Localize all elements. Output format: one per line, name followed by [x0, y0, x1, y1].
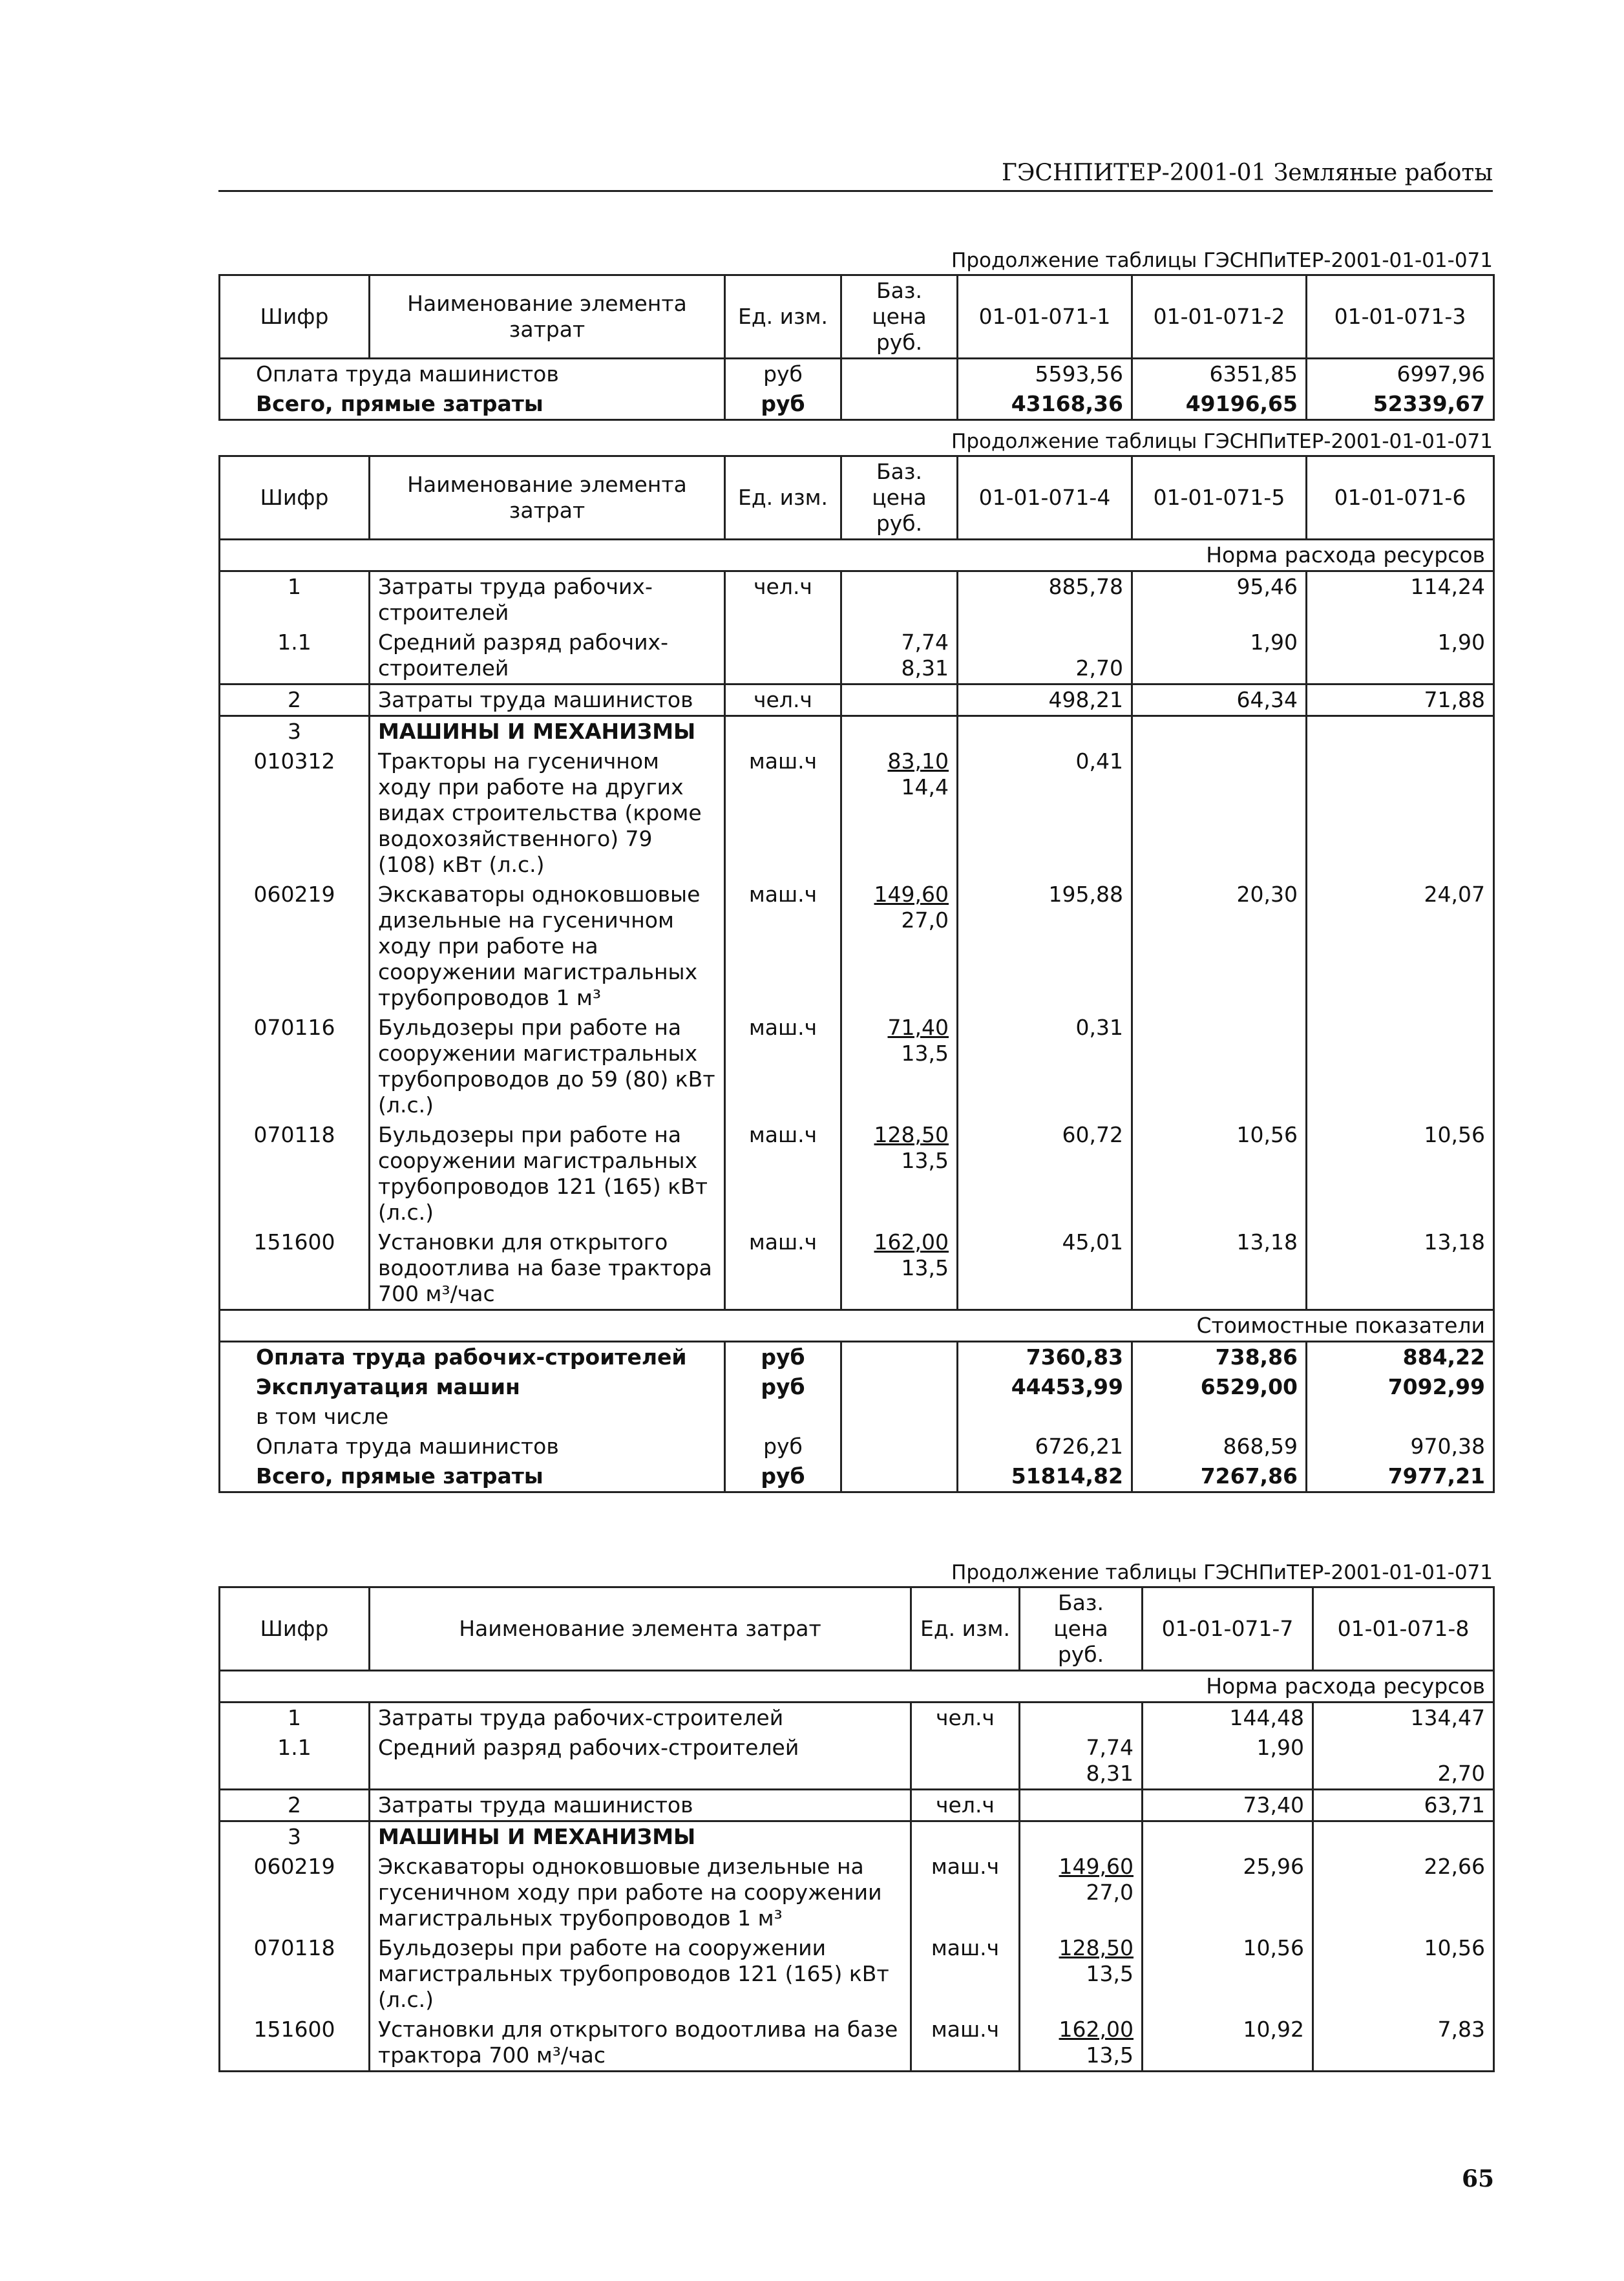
cost-value: 51814,82 [958, 1461, 1132, 1492]
cost-value: 7267,86 [1132, 1461, 1307, 1492]
norm-banner: Норма расхода ресурсов [220, 540, 1494, 571]
row-name: Затраты труда рабочих-строителей [370, 1703, 911, 1734]
row-name: Затраты труда машинистов [370, 1790, 911, 1821]
row-value: 6351,85 [1132, 359, 1307, 390]
row-value: 20,30 [1132, 880, 1307, 1013]
row-value: 114,24 [1307, 571, 1494, 628]
table-row [220, 359, 1494, 390]
table-row [220, 1227, 1494, 1310]
row-code: 1 [220, 1703, 370, 1734]
row-value: 24,07 [1307, 880, 1494, 1013]
row-value: 7,83 [1313, 2015, 1494, 2072]
row-value: 10,92 [1143, 2015, 1313, 2072]
row-value: 49196,65 [1132, 389, 1307, 420]
row-value: 73,40 [1143, 1790, 1313, 1821]
cost-value [1307, 1402, 1494, 1432]
row-value: 25,96 [1143, 1852, 1313, 1933]
col-code-header: Шифр [220, 275, 370, 359]
cost-banner: Стоимостные показатели [220, 1310, 1494, 1342]
cost-value [958, 1402, 1132, 1432]
row-name: Тракторы на гусеничном ходу при работе на других видах строительства (кроме водохозяйственного) 79 (108) кВт (л.с.) [370, 747, 725, 880]
row-value: 5593,56 [958, 359, 1132, 390]
cost-value: 6529,00 [1132, 1372, 1307, 1402]
price-bottom: 13,5 [901, 1148, 949, 1173]
cost-value: 970,38 [1307, 1432, 1494, 1461]
cost-name: Оплата труда рабочих-строителей [220, 1342, 725, 1373]
table-row [220, 389, 1494, 420]
row-price [841, 571, 958, 628]
col-unit-header: Ед. изм. [911, 1587, 1020, 1671]
table-row [220, 880, 1494, 1013]
row-value: 0,31 [958, 1013, 1132, 1120]
col-unit-header: Ед. изм. [725, 275, 841, 359]
table-row [220, 1120, 1494, 1227]
cost-value: 7360,83 [958, 1342, 1132, 1373]
table3-caption: Продолжение таблицы ГЭСНПиТЕР-2001-01-01-071 [951, 1561, 1493, 1584]
row-unit [911, 1733, 1020, 1790]
col-id-header: 01-01-071-8 [1313, 1587, 1494, 1671]
price-top: 128,50 [1059, 1935, 1134, 1960]
col-name-header: Наименование элемента затрат [370, 456, 725, 540]
row-unit: маш.ч [911, 1933, 1020, 2015]
cost-unit: руб [725, 1461, 841, 1492]
table-row [220, 747, 1494, 880]
row-code: 3 [220, 1821, 370, 1852]
row-value: 195,88 [958, 880, 1132, 1013]
col-id-header: 01-01-071-2 [1132, 275, 1307, 359]
row-name: Затраты труда рабочих-строителей [370, 571, 725, 628]
price-bottom: 13,5 [901, 1041, 949, 1066]
row-name: Бульдозеры при работе на сооружении магистральных трубопроводов 121 (165) кВт (л.с.) [370, 1933, 911, 2015]
row-value [1307, 1013, 1494, 1120]
row-name: Затраты труда машинистов [370, 684, 725, 716]
row-code: 151600 [220, 1227, 370, 1310]
row-value: 43168,36 [958, 389, 1132, 420]
table-row [220, 684, 1494, 716]
cost-row [220, 1402, 1494, 1432]
cost-name: Оплата труда машинистов [220, 1432, 725, 1461]
row-value: 144,48 [1143, 1703, 1313, 1734]
col-code-header: Шифр [220, 1587, 370, 1671]
row-value: 6997,96 [1307, 359, 1494, 390]
row-value: 134,47 [1313, 1703, 1494, 1734]
row-name: Экскаваторы одноковшовые дизельные на гусеничном ходу при работе на сооружении магистральных трубопроводов 1 м³ [370, 880, 725, 1013]
col-price-header: Баз. цена руб. [1020, 1587, 1143, 1671]
row-price [841, 684, 958, 716]
cost-row [220, 1372, 1494, 1402]
row-code: 1.1 [220, 1733, 370, 1790]
col-code-header: Шифр [220, 456, 370, 540]
col-unit-header: Ед. изм. [725, 456, 841, 540]
section-title: МАШИНЫ И МЕХАНИЗМЫ [370, 716, 725, 747]
row-unit: чел.ч [725, 571, 841, 628]
row-code: 2 [220, 1790, 370, 1821]
row-price [1020, 1703, 1143, 1734]
cost-value: 884,22 [1307, 1342, 1494, 1373]
row-code: 1 [220, 571, 370, 628]
table-row [220, 1703, 1494, 1734]
row-unit: чел.ч [911, 1790, 1020, 1821]
row-value: 71,88 [1307, 684, 1494, 716]
price-bottom: 13,5 [1086, 2042, 1134, 2068]
row-unit: маш.ч [911, 1852, 1020, 1933]
cost-row [220, 1461, 1494, 1492]
section-row [220, 716, 1494, 747]
row-unit: маш.ч [725, 1013, 841, 1120]
row-unit: чел.ч [725, 684, 841, 716]
row-unit: маш.ч [725, 1120, 841, 1227]
row-code: 070118 [220, 1933, 370, 2015]
row-name: Средний разряд рабочих-строителей [370, 1733, 911, 1790]
row-value: 2,70 [958, 628, 1132, 684]
row-value: 10,56 [1132, 1120, 1307, 1227]
col-id-header: 01-01-071-5 [1132, 456, 1307, 540]
price-bottom: 27,0 [901, 907, 949, 933]
col-id-header: 01-01-071-7 [1143, 1587, 1313, 1671]
row-value: 498,21 [958, 684, 1132, 716]
cost-name: Эксплуатация машин [220, 1372, 725, 1402]
row-unit: руб [725, 359, 841, 390]
row-value: 10,56 [1143, 1933, 1313, 2015]
row-value: 22,66 [1313, 1852, 1494, 1933]
row-unit: маш.ч [725, 1227, 841, 1310]
section-title: МАШИНЫ И МЕХАНИЗМЫ [370, 1821, 911, 1852]
table1-caption: Продолжение таблицы ГЭСНПиТЕР-2001-01-01-071 [951, 249, 1493, 272]
row-code: 1.1 [220, 628, 370, 684]
price-bottom: 13,5 [1086, 1961, 1134, 1986]
row-code: 060219 [220, 880, 370, 1013]
norm-banner: Норма расхода ресурсов [220, 1671, 1494, 1703]
row-name: Средний разряд рабочих-строителей [370, 628, 725, 684]
row-value: 885,78 [958, 571, 1132, 628]
table-row [220, 1852, 1494, 1933]
row-value: 64,34 [1132, 684, 1307, 716]
col-price-header: Баз. цена руб. [841, 275, 958, 359]
table-row [220, 1013, 1494, 1120]
cost-value: 868,59 [1132, 1432, 1307, 1461]
row-value: 63,71 [1313, 1790, 1494, 1821]
row-name: Всего, прямые затраты [220, 389, 725, 420]
row-value: 10,56 [1313, 1933, 1494, 2015]
row-value: 95,46 [1132, 571, 1307, 628]
row-value [1132, 747, 1307, 880]
row-unit: чел.ч [911, 1703, 1020, 1734]
cost-value: 44453,99 [958, 1372, 1132, 1402]
running-header: ГЭСНПИТЕР-2001-01 Земляные работы [218, 156, 1493, 192]
table2-caption: Продолжение таблицы ГЭСНПиТЕР-2001-01-01-071 [951, 430, 1493, 453]
row-value [1132, 1013, 1307, 1120]
cost-row [220, 1432, 1494, 1461]
row-name: Установки для открытого водоотлива на базе трактора 700 м³/час [370, 1227, 725, 1310]
cost-name: в том числе [220, 1402, 725, 1432]
price-bottom: 13,5 [901, 1255, 949, 1280]
section-row [220, 1821, 1494, 1852]
row-value: 60,72 [958, 1120, 1132, 1227]
price-top: 149,60 [874, 882, 949, 907]
table2 [218, 455, 1495, 1493]
col-price-header: Баз. цена руб. [841, 456, 958, 540]
cost-unit: руб [725, 1432, 841, 1461]
price-top: 162,00 [1059, 2017, 1134, 2042]
row-unit: руб [725, 389, 841, 420]
row-code: 060219 [220, 1852, 370, 1933]
row-value: 0,41 [958, 747, 1132, 880]
page-number: 65 [1462, 2165, 1495, 2192]
row-value: 52339,67 [1307, 389, 1494, 420]
row-price: 7,74 8,31 [841, 628, 958, 684]
table-row [220, 571, 1494, 628]
table-row [220, 1790, 1494, 1821]
cost-value [1132, 1402, 1307, 1432]
cost-unit: руб [725, 1372, 841, 1402]
table1 [218, 274, 1495, 421]
row-unit: маш.ч [725, 880, 841, 1013]
cost-value: 738,86 [1132, 1342, 1307, 1373]
cost-unit [725, 1402, 841, 1432]
row-name: Оплата труда машинистов [220, 359, 725, 390]
row-value: 13,18 [1307, 1227, 1494, 1310]
col-name-header: Наименование элемента затрат [370, 1587, 911, 1671]
row-name: Установки для открытого водоотлива на базе трактора 700 м³/час [370, 2015, 911, 2072]
table-row [220, 1733, 1494, 1790]
row-name: Бульдозеры при работе на сооружении магистральных трубопроводов до 59 (80) кВт (л.с.) [370, 1013, 725, 1120]
row-code: 151600 [220, 2015, 370, 2072]
cost-value: 7977,21 [1307, 1461, 1494, 1492]
price-top: 162,00 [874, 1229, 949, 1255]
row-value [1307, 747, 1494, 880]
cost-value: 6726,21 [958, 1432, 1132, 1461]
row-code: 3 [220, 716, 370, 747]
cost-value: 7092,99 [1307, 1372, 1494, 1402]
cost-name: Всего, прямые затраты [220, 1461, 725, 1492]
row-value: 10,56 [1307, 1120, 1494, 1227]
table-row [220, 2015, 1494, 2072]
cost-row [220, 1342, 1494, 1373]
row-value: 2,70 [1313, 1733, 1494, 1790]
price-top: 149,60 [1059, 1854, 1134, 1879]
price-bottom: 27,0 [1086, 1880, 1134, 1905]
row-unit: маш.ч [725, 747, 841, 880]
row-value: 1,90 [1132, 628, 1307, 684]
row-price: 7,74 8,31 [1020, 1733, 1143, 1790]
col-name-header: Наименование элемента затрат [370, 275, 725, 359]
row-value: 1,90 [1143, 1733, 1313, 1790]
price-top: 128,50 [874, 1122, 949, 1147]
table3 [218, 1586, 1495, 2072]
col-id-header: 01-01-071-6 [1307, 456, 1494, 540]
cost-unit: руб [725, 1342, 841, 1373]
col-id-header: 01-01-071-1 [958, 275, 1132, 359]
row-unit: маш.ч [911, 2015, 1020, 2072]
row-value: 45,01 [958, 1227, 1132, 1310]
price-top: 83,10 [887, 748, 949, 774]
price-bottom: 14,4 [901, 774, 949, 800]
row-price [1020, 1790, 1143, 1821]
row-code: 010312 [220, 747, 370, 880]
table-row [220, 628, 1494, 684]
row-name: Экскаваторы одноковшовые дизельные на гусеничном ходу при работе на сооружении магистральных трубопроводов 1 м³ [370, 1852, 911, 1933]
row-name: Бульдозеры при работе на сооружении магистральных трубопроводов 121 (165) кВт (л.с.) [370, 1120, 725, 1227]
row-code: 070118 [220, 1120, 370, 1227]
row-unit [725, 628, 841, 684]
col-id-header: 01-01-071-4 [958, 456, 1132, 540]
row-code: 2 [220, 684, 370, 716]
row-value: 1,90 [1307, 628, 1494, 684]
col-id-header: 01-01-071-3 [1307, 275, 1494, 359]
price-top: 71,40 [887, 1015, 949, 1040]
row-code: 070116 [220, 1013, 370, 1120]
table-row [220, 1933, 1494, 2015]
row-value: 13,18 [1132, 1227, 1307, 1310]
